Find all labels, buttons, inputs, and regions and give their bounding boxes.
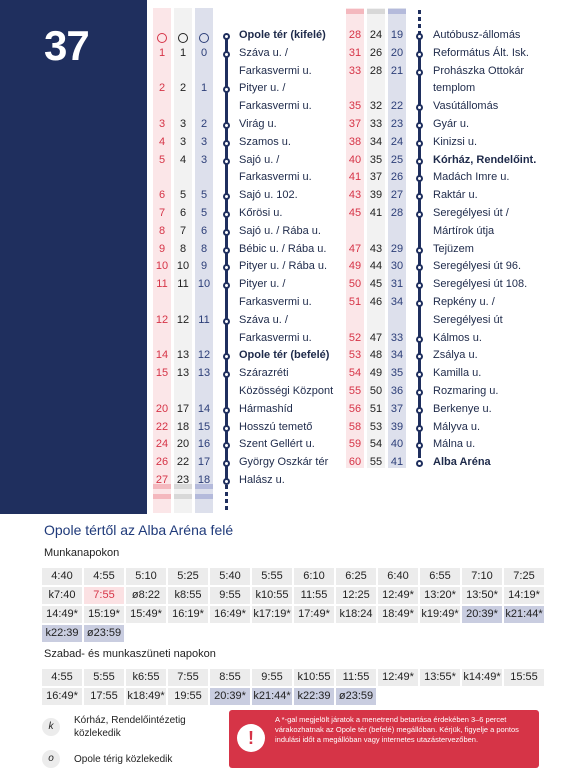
stop-time-t1: 47 — [348, 242, 362, 255]
departure-time: 5:55 — [252, 568, 292, 585]
stop-dot — [416, 193, 423, 200]
stop-dot — [416, 158, 423, 165]
stop-name: Szárazréti — [239, 367, 289, 380]
stop-name: Vasútállomás — [433, 100, 499, 113]
stop-dot — [223, 211, 230, 218]
stop-name: Kórház, Rendelőint. — [433, 153, 537, 166]
stop-name: Közösségi Központ — [239, 385, 334, 397]
stop-time-t3: 34 — [390, 296, 404, 308]
stop-time-t2: 12 — [176, 313, 190, 326]
stop-time-t2: 55 — [369, 456, 383, 469]
stop-name: Sajó u. 102. — [239, 189, 298, 202]
stop-time-t1: 9 — [158, 242, 166, 255]
stop-time-t2: 5 — [179, 189, 187, 202]
departure-time: 14:49* — [42, 606, 82, 623]
stop-time-t1: 35 — [348, 100, 362, 113]
stop-dot — [223, 460, 230, 467]
stop-dot — [223, 122, 230, 129]
stop-name: Pityer u. / — [239, 278, 286, 291]
stop-dot — [223, 247, 230, 254]
stop-time-t2: 11 — [177, 278, 189, 291]
legend-k-text-1: Kórház, Rendelőintézetig — [74, 715, 186, 726]
stop-time-t2: 32 — [369, 100, 383, 113]
stop-time-t1: 49 — [348, 260, 362, 273]
stop-time-t1: 38 — [348, 135, 362, 148]
legend-k-symbol: k — [42, 718, 60, 736]
departure-time: k10:55 — [252, 587, 292, 604]
departure-time: 11:55 — [336, 669, 376, 686]
stop-time-t2: 13 — [176, 367, 190, 380]
stop-time-t1: 8 — [158, 224, 166, 237]
stop-name: Hosszú temető — [239, 420, 313, 433]
stop-time-t2: 23 — [176, 474, 190, 486]
stop-time-t2: 1 — [179, 46, 187, 59]
stop-time-t3: 29 — [390, 242, 404, 255]
stop-dot — [223, 33, 230, 40]
stop-name: Málna u. — [433, 438, 476, 451]
stop-time-t3: 8 — [200, 242, 208, 255]
departure-time: 7:25 — [504, 568, 544, 585]
stop-dot — [223, 51, 230, 58]
stop-time-t2: 53 — [369, 420, 383, 433]
stop-time-t2: 2 — [179, 82, 187, 95]
departure-time: 12:25 — [336, 587, 376, 604]
stop-name: Virág u. — [239, 118, 277, 130]
stop-dot — [416, 336, 423, 343]
clock-icon — [157, 33, 167, 43]
stop-time-t2: 13 — [176, 349, 190, 362]
stop-dot — [416, 122, 423, 129]
stop-time-t3: 5 — [200, 189, 208, 202]
stop-time-t1: 59 — [348, 438, 362, 451]
stop-time-t3: 39 — [390, 420, 404, 433]
clock-icon — [178, 33, 188, 43]
stop-time-t3: 23 — [390, 118, 404, 130]
stop-dot — [416, 175, 423, 182]
stop-dot — [416, 460, 423, 467]
stop-time-t3: 3 — [200, 153, 208, 166]
stop-name: Gyár u. — [433, 118, 470, 130]
stop-time-t1: 37 — [348, 118, 362, 130]
stop-dot — [223, 86, 230, 93]
stop-name: Pityer u. / Rába u. — [239, 260, 328, 273]
departure-time: 18:49* — [378, 606, 418, 623]
departure-time: 12:49* — [378, 587, 418, 604]
stop-name: György Oszkár tér — [239, 456, 329, 469]
stop-time-t1: 7 — [158, 207, 166, 219]
stop-name: Bébic u. / Rába u. — [239, 242, 327, 255]
departure-time: 5:55 — [84, 669, 124, 686]
stop-dot — [223, 193, 230, 200]
stop-name: Opole tér (befelé) — [239, 349, 330, 362]
stop-time-t2: 46 — [369, 296, 383, 308]
stop-time-t3: 12 — [197, 349, 211, 362]
stop-dot — [416, 389, 423, 396]
time-column-bg-blue-right — [388, 8, 406, 468]
stop-name: templom — [433, 82, 476, 95]
stop-time-t1: 58 — [348, 420, 362, 433]
stop-time-t1: 45 — [348, 207, 362, 219]
departure-time: 13:50* — [462, 587, 502, 604]
stop-time-t2: 6 — [179, 207, 187, 219]
departure-time: k6:55 — [126, 669, 166, 686]
stop-dot — [416, 371, 423, 378]
stop-time-t3: 21 — [390, 64, 404, 77]
departure-time: k17:19* — [252, 606, 292, 623]
stop-dot — [416, 211, 423, 218]
stop-time-t2: 54 — [369, 438, 383, 451]
legend-o-symbol: o — [42, 750, 60, 768]
stop-time-t1: 40 — [348, 153, 362, 166]
departure-time: 13:20* — [420, 587, 460, 604]
stop-time-t2: 33 — [369, 118, 383, 130]
departure-time: 6:40 — [378, 568, 418, 585]
stop-dot — [223, 353, 230, 360]
stop-name: Farkasvermi u. — [239, 64, 312, 77]
stop-time-t1: 24 — [155, 438, 169, 451]
time-column-bg-red-right — [346, 8, 364, 468]
departure-time: 13:55* — [420, 669, 460, 686]
departure-time: 14:19* — [504, 587, 544, 604]
stop-time-t2: 24 — [369, 29, 383, 41]
stop-time-t2: 18 — [176, 420, 190, 433]
stop-time-t3: 14 — [197, 402, 211, 415]
stop-dot — [223, 442, 230, 449]
departure-time: 4:55 — [84, 568, 124, 585]
departure-time: 20:39* — [210, 688, 250, 705]
stop-name: Farkasvermi u. — [239, 296, 312, 308]
stop-name: Farkasvermi u. — [239, 331, 312, 344]
stop-dot — [223, 158, 230, 165]
departure-time: k10:55 — [294, 669, 334, 686]
time-column-bg-grey-right — [367, 8, 385, 468]
stop-time-t3: 19 — [390, 29, 404, 41]
stop-time-t3: 17 — [197, 456, 211, 469]
stop-name: Pityer u. / — [239, 82, 286, 95]
stop-name: Halász u. — [239, 474, 285, 486]
stop-name: Száva u. / — [239, 46, 288, 59]
stop-time-t2: 3 — [179, 118, 187, 130]
departure-time: 7:55 — [84, 587, 124, 604]
stop-time-t1: 41 — [348, 171, 362, 184]
stop-time-t3: 3 — [200, 135, 208, 148]
departure-time: ø23:59 — [336, 688, 376, 705]
stop-time-t3: 0 — [200, 46, 208, 59]
stop-time-t2: 51 — [369, 402, 383, 415]
stop-name: Rozmaring u. — [433, 385, 499, 397]
stop-time-t2: 28 — [369, 64, 383, 77]
stop-time-t2: 45 — [369, 278, 383, 291]
stop-time-t3: 41 — [390, 456, 404, 469]
stop-time-t2: 44 — [369, 260, 383, 273]
stop-name: Tejüzem — [433, 242, 474, 255]
stop-time-t1: 43 — [348, 189, 362, 202]
stop-dot — [223, 407, 230, 414]
departure-time: 5:40 — [210, 568, 250, 585]
stop-dot — [416, 353, 423, 360]
stop-name: Sajó u. / Rába u. — [239, 224, 321, 237]
stop-name: Szamos u. — [239, 135, 291, 148]
departure-time: k21:44* — [504, 606, 544, 623]
departure-time: 16:49* — [210, 606, 250, 623]
departure-time: 11:55 — [294, 587, 334, 604]
departure-time: k22:39 — [294, 688, 334, 705]
stop-time-t2: 4 — [179, 153, 187, 166]
departure-time: 17:55 — [84, 688, 124, 705]
stop-dot — [223, 425, 230, 432]
departure-time: 12:49* — [378, 669, 418, 686]
stop-time-t1: 4 — [158, 135, 166, 148]
stop-time-t3: 9 — [200, 260, 208, 273]
stop-time-t1: 26 — [155, 456, 169, 469]
stop-name: Seregélyesi út 108. — [433, 278, 528, 291]
departure-time: 7:55 — [168, 669, 208, 686]
stop-name: Kinizsi u. — [433, 135, 478, 148]
stop-time-t2: 41 — [369, 207, 383, 219]
stop-dot — [416, 407, 423, 414]
stop-name: Hármashíd — [239, 402, 293, 415]
stop-time-t1: 50 — [348, 278, 362, 291]
departure-time: 15:19* — [84, 606, 124, 623]
stop-time-t3: 24 — [390, 135, 404, 148]
stop-name: Kőrösi u. — [239, 207, 283, 219]
stop-time-t1: 3 — [158, 118, 166, 130]
stop-name: Prohászka Ottokár — [433, 64, 525, 77]
departure-time: 6:10 — [294, 568, 334, 585]
stop-time-t3: 27 — [390, 189, 404, 202]
stop-time-t1: 20 — [155, 402, 169, 415]
stop-name: Farkasvermi u. — [239, 171, 312, 184]
departure-time: 6:25 — [336, 568, 376, 585]
clock-icon — [199, 33, 209, 43]
departure-time: 20:39* — [462, 606, 502, 623]
stop-time-t3: 15 — [197, 420, 211, 433]
stop-time-t3: 35 — [390, 367, 404, 380]
weekday-label: Munkanapokon — [44, 547, 120, 559]
stop-dot — [223, 478, 230, 485]
stop-time-t2: 10 — [176, 260, 190, 273]
departure-time: 19:55 — [168, 688, 208, 705]
departure-time: 15:55 — [504, 669, 544, 686]
stop-time-t1: 28 — [348, 29, 362, 41]
departure-time: 16:49* — [42, 688, 82, 705]
legend-k-text-2: közlekedik — [74, 728, 121, 739]
stop-dot — [416, 247, 423, 254]
stripe-grey-top — [367, 9, 385, 14]
stop-time-t3: 5 — [200, 207, 208, 219]
stop-time-t2: 17 — [176, 402, 190, 415]
stop-time-t2: 34 — [369, 135, 383, 148]
departure-time: 7:10 — [462, 568, 502, 585]
stop-time-t1: 15 — [155, 367, 169, 380]
departure-time: k14:49* — [462, 669, 502, 686]
stop-time-t3: 36 — [390, 385, 404, 397]
stop-dot — [416, 282, 423, 289]
stop-time-t1: 12 — [155, 313, 169, 326]
departure-time: 6:55 — [420, 568, 460, 585]
stop-name: Mályva u. — [433, 420, 481, 433]
stop-dot — [416, 425, 423, 432]
stop-time-t3: 2 — [200, 118, 208, 130]
holiday-label: Szabad- és munkaszüneti napokon — [44, 648, 216, 660]
stop-name: Kálmos u. — [433, 331, 482, 344]
stop-time-t2: 50 — [369, 385, 383, 397]
stop-time-t1: 1 — [158, 46, 166, 59]
stop-dot — [223, 264, 230, 271]
stop-time-t1: 5 — [158, 153, 166, 166]
departure-time: 9:55 — [210, 587, 250, 604]
stop-time-t1: 51 — [348, 296, 362, 308]
stop-time-t3: 22 — [390, 100, 404, 113]
departure-time: 4:55 — [42, 669, 82, 686]
line-number-panel — [0, 0, 147, 514]
stop-name: Alba Aréna — [433, 456, 491, 469]
stop-name: Száva u. / — [239, 313, 288, 326]
departure-time: k18:49* — [126, 688, 166, 705]
stop-dot — [416, 264, 423, 271]
stop-name: Zsálya u. — [433, 349, 478, 362]
stop-time-t3: 13 — [197, 367, 211, 380]
stop-name: Seregélyesi út — [433, 313, 503, 326]
stop-time-t1: 11 — [156, 278, 168, 291]
departure-time: 15:49* — [126, 606, 166, 623]
departure-time: k18:24 — [336, 606, 376, 623]
stop-time-t1: 22 — [155, 420, 169, 433]
departure-time: k8:55 — [168, 587, 208, 604]
schedule-title: Opole tértől az Alba Aréna felé — [44, 522, 234, 538]
stop-dot — [416, 140, 423, 147]
stop-name: Farkasvermi u. — [239, 100, 312, 113]
stop-name: Sajó u. / — [239, 153, 280, 166]
line-number: 37 — [44, 22, 89, 69]
stop-dot — [416, 33, 423, 40]
stop-dot — [223, 229, 230, 236]
departure-time: 5:10 — [126, 568, 166, 585]
stop-time-t1: 14 — [155, 349, 169, 362]
stop-dot — [223, 371, 230, 378]
stop-time-t1: 54 — [348, 367, 362, 380]
stop-time-t1: 10 — [155, 260, 169, 273]
stop-time-t1: 31 — [348, 46, 362, 59]
warning-box — [229, 710, 539, 768]
stop-time-t2: 22 — [176, 456, 190, 469]
stop-dot — [416, 51, 423, 58]
stop-name: Szent Gellért u. — [239, 438, 315, 451]
stop-time-t3: 37 — [390, 402, 404, 415]
stop-dot — [416, 442, 423, 449]
stripe-blue-bottom-2 — [195, 494, 213, 499]
stop-dot — [223, 282, 230, 289]
stop-time-t3: 25 — [390, 153, 404, 166]
stop-dot — [416, 69, 423, 76]
stop-time-t2: 37 — [369, 171, 383, 184]
departure-time: ø23:59 — [84, 625, 124, 642]
stop-time-t3: 33 — [390, 331, 404, 344]
departure-time: k7:40 — [42, 587, 82, 604]
stop-time-t1: 53 — [348, 349, 362, 362]
stop-time-t2: 43 — [369, 242, 383, 255]
stop-time-t2: 3 — [179, 135, 187, 148]
stop-time-t1: 6 — [158, 189, 166, 202]
stop-name: Repkény u. / — [433, 296, 495, 308]
stop-dot — [416, 104, 423, 111]
departure-time: 9:55 — [252, 669, 292, 686]
stop-time-t1: 60 — [348, 456, 362, 469]
departure-time: 8:55 — [210, 669, 250, 686]
stop-time-t3: 1 — [200, 82, 208, 95]
stop-name: Seregélyesi út / — [433, 207, 509, 219]
stop-time-t2: 49 — [369, 367, 383, 380]
stop-time-t1: 56 — [348, 402, 362, 415]
departure-time: k21:44* — [252, 688, 292, 705]
stripe-red-bottom-2 — [153, 494, 171, 499]
stop-time-t2: 48 — [369, 349, 383, 362]
stop-name: Kamilla u. — [433, 367, 482, 380]
stop-time-t2: 26 — [369, 46, 383, 59]
stop-time-t2: 8 — [179, 242, 187, 255]
stop-name: Mártírok útja — [433, 224, 495, 237]
departure-time: 4:40 — [42, 568, 82, 585]
stripe-red-top — [346, 9, 364, 14]
stop-time-t3: 28 — [390, 207, 404, 219]
stop-time-t1: 33 — [348, 64, 362, 77]
legend-o-text: Opole térig közlekedik — [74, 754, 173, 765]
departure-time: ø8:22 — [126, 587, 166, 604]
stop-time-t2: 39 — [369, 189, 383, 202]
stop-time-t1: 55 — [348, 385, 362, 397]
stop-time-t3: 40 — [390, 438, 404, 451]
stop-time-t3: 10 — [197, 278, 211, 291]
stop-time-t3: 20 — [390, 46, 404, 59]
stop-time-t3: 30 — [390, 260, 404, 273]
stop-dot — [223, 140, 230, 147]
stop-time-t1: 2 — [158, 82, 166, 95]
stop-time-t2: 47 — [369, 331, 383, 344]
stop-time-t3: 6 — [200, 224, 208, 237]
stop-time-t2: 35 — [369, 153, 383, 166]
stop-time-t1: 27 — [155, 474, 169, 486]
warning-text: A *-gal megjelölt járatok a menetrend betartása érdekében 3–6 percet várakozhatnak az Opole tér (befelé) megállóban. Kérjük, figyelje a pontos indulási időt a megállóban vagy internetes utazástervezőben. — [275, 715, 519, 744]
stop-dot — [416, 300, 423, 307]
stop-name: Berkenye u. — [433, 402, 492, 415]
stripe-grey-bottom-2 — [174, 494, 192, 499]
stop-name: Opole tér (kifelé) — [239, 29, 326, 41]
stop-time-t3: 31 — [390, 278, 404, 291]
stop-time-t3: 34 — [390, 349, 404, 362]
stop-time-t1: 52 — [348, 331, 362, 344]
stop-name: Madách Imre u. — [433, 171, 510, 184]
stop-time-t2: 20 — [176, 438, 190, 451]
stop-time-t3: 18 — [197, 474, 211, 486]
stop-name: Református Ált. Isk. — [433, 46, 529, 59]
departure-time: 17:49* — [294, 606, 334, 623]
departure-time: 16:19* — [168, 606, 208, 623]
stop-name: Seregélyesi út 96. — [433, 260, 522, 273]
stop-name: Raktár u. — [433, 189, 478, 202]
stop-dot — [223, 318, 230, 325]
departure-time: k19:49* — [420, 606, 460, 623]
stop-name: Autóbusz-állomás — [433, 29, 521, 41]
departure-time: k22:39 — [42, 625, 82, 642]
departure-time: 5:25 — [168, 568, 208, 585]
stop-time-t3: 11 — [198, 313, 210, 326]
stop-time-t3: 26 — [390, 171, 404, 184]
stripe-blue-top — [388, 9, 406, 14]
stop-time-t2: 7 — [179, 224, 187, 237]
warning-icon: ! — [237, 724, 265, 752]
stop-time-t3: 16 — [197, 438, 211, 451]
